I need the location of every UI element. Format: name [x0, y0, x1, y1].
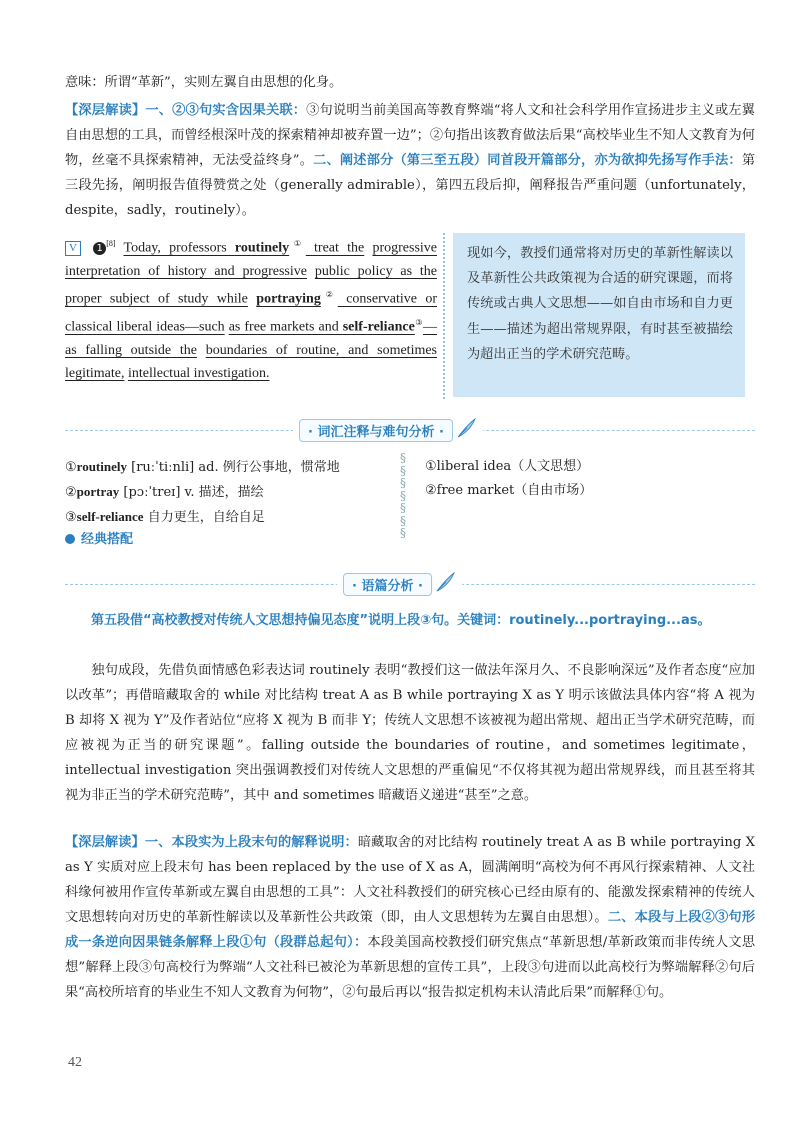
english-passage: V 1 [8] Today, professors routinely① treat the progressive interpretation of history and progressive public policy as the proper subject of study while portraying② conservative or classical liberal ideas—such as free markets and self-reliance③—as falling outside the boundaries of routine, and sometimes legitimate, intellectual investigation.	[65, 239, 438, 381]
deep-reading-tag: 【深层解读】	[65, 103, 146, 118]
bullet-dot-icon	[65, 534, 75, 544]
vocab-section-header	[65, 418, 755, 442]
analysis-section-title: · 语篇分析 ·	[343, 573, 432, 596]
wave-divider: § § § § § § §	[400, 451, 406, 540]
keyword-self-reliance: self-reliance	[342, 319, 415, 335]
deep-reading-tag: 【深层解读】	[65, 835, 145, 850]
deep-point-1: 一、②③句实含因果关联：	[145, 103, 307, 118]
vocab-item: ①routinely [ruːˈtiːnli] ad. 例行公事地，惯常地	[65, 459, 340, 475]
sentence-number: 1	[93, 242, 106, 255]
keyword-routinely: routinely	[234, 240, 290, 256]
keyword-portraying: portraying	[256, 291, 321, 307]
vocab-list-right	[425, 455, 755, 503]
analysis-section-header	[65, 572, 755, 596]
translation-panel: 现如今，教授们通常将对历史的革新性解读以及革新性公共政策视为合适的研究课题，而将传统或古典人文思想——如自由市场和自力更生——描述为超出常规界限，有时甚至被描绘为超出正当的学术研究范畴。	[453, 233, 745, 397]
deep-point-2: 二、阐述部分（第三至五段）同首段开篇部分，亦为欲抑先扬写作手法：	[313, 153, 742, 168]
vocab-item: ②portray [pɔːˈtreɪ] v. 描述，描绘	[65, 484, 264, 500]
sentence-ref: [8]	[106, 239, 116, 248]
quill-icon	[434, 571, 456, 597]
vocab-item: ③self-reliance 自力更生，自给自足	[65, 509, 265, 525]
analysis-paragraph: 独句成段，先借负面情感色彩表达词 routinely 表明“教授们这一做法年深月久、不良影响深远”及作者态度“应加以改革”；再借暗藏取舍的 while 对比结构 treat A as B while portraying X as Y 明示该做法具体内容“将 A 视为 B 却将 X 视为 Y”及作者站位“应将 X 视为 B 而非 Y；传统人文思想不该被视为超出常规、超出正当学术研究范畴，而应被视为正当的研究课题”。falling outside the boundaries of routine，and sometimes legitimate，intellectual investigation 突出强调教授们对传统人文思想的严重偏见“不仅将其视为超出常规界线，而且甚至将其视为非正当的学术研究范畴”，其中 and sometimes 暗藏语义递进“甚至”之意。	[65, 663, 755, 803]
intro-line: 意味：所谓“革新”，实则左翼自由思想的化身。	[65, 75, 343, 90]
quill-icon	[455, 417, 477, 443]
classic-collocation-label: 经典搭配	[65, 528, 133, 547]
collocation-item: ①liberal idea（人文思想）	[425, 459, 590, 474]
vocab-section-title: · 词汇注释与难句分析 ·	[299, 419, 453, 442]
passage-divider	[443, 233, 445, 399]
vocab-list-left	[65, 455, 395, 530]
analysis-heading: 第五段借“高校教授对传统人文思想持偏见态度”说明上段③句。关键词：routinely...portraying...as。	[91, 613, 711, 628]
paragraph-label: V	[65, 241, 81, 256]
deep-reading-2: 【深层解读】一、本段实为上段末句的解释说明：暗藏取舍的对比结构 routinely treat A as B while portraying X as Y 实质对应上段末句 has been replaced by the use of X as A，圆满阐明“高校为何不再风行探索精神、人文社科缘何被用作宣传革新或左翼自由思想的工具”：人文社科教授们的研究核心已经由原有的、能激发探索精神的传统人文思想转向对历史的革新性解读以及革新性公共政策（即，由人文思想转为左翼自由思想）。二、本段与上段②③句形成一条逆向因果链条解释上段①句（段群总起句）：本段美国高校教授们研究焦点“革新思想/革新政策而非传统人文思想”解释上段③句高校行为弊端“人文社科已被沦为革新思想的宣传工具”，上段③句进而以此高校行为弊端解释②句后果“高校所培育的毕业生不知人文教育为何物”，②句最后再以“报告拟定机构未认清此后果”而解释①句。	[65, 835, 756, 1000]
page-number: 42	[68, 1055, 82, 1070]
collocation-item: ②free market（自由市场）	[425, 483, 593, 498]
deep-reading-1: 【深层解读】一、②③句实含因果关联：③句说明当前美国高等教育弊端“将人文和社会科学用作宣扬进步主义或左翼自由思想的工具，而曾经根深叶茂的探索精神却被弃置一边”；②句指出该教育做法后果“高校毕业生不知人文教育为何物，丝毫不具探索精神，无法受益终身”。二、阐述部分（第三至五段）同首段开篇部分，亦为欲抑先扬写作手法：第三段先扬，阐明报告值得赞赏之处（generally admirable），第四五段后抑，阐释报告严重问题（unfortunately，despite，sadly，routinely）。	[65, 103, 755, 218]
